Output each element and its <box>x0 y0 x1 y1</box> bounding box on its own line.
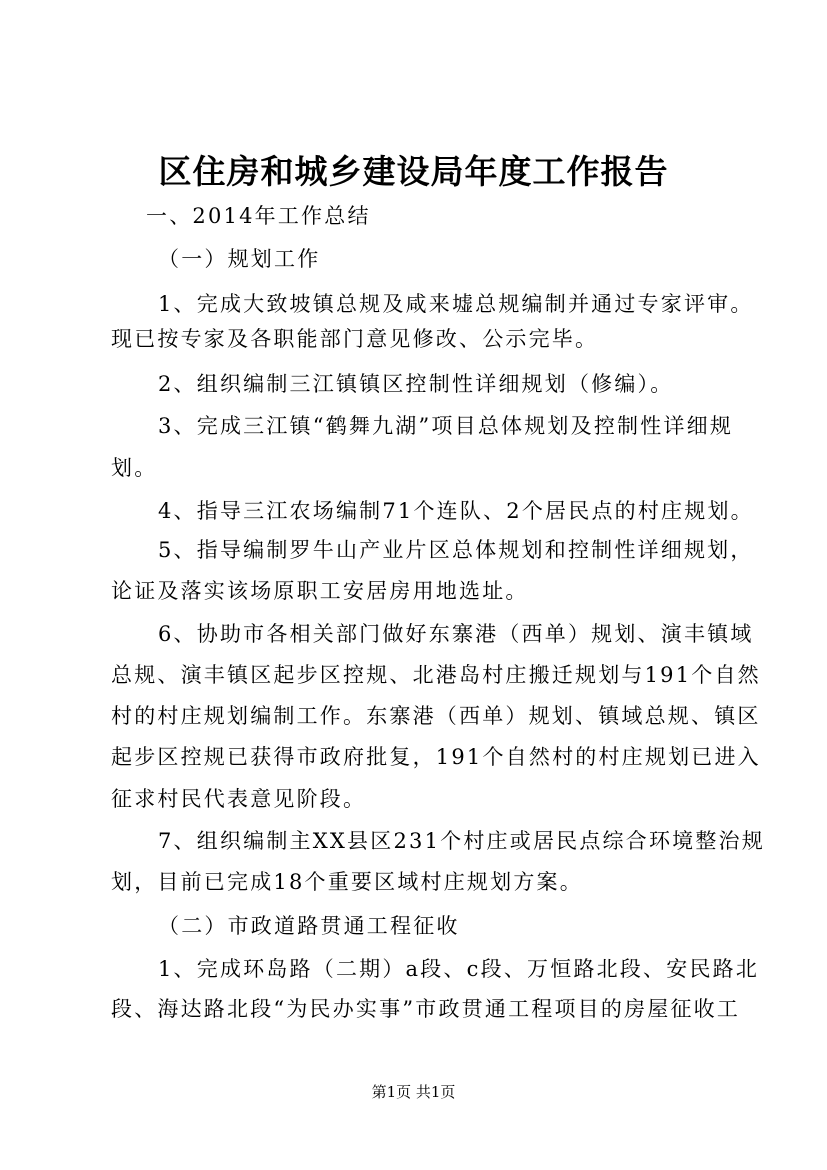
paragraph-line: 总规、演丰镇区起步区控规、北港岛村庄搬迁规划与191个自然 <box>111 663 761 687</box>
paragraph-line: 7、组织编制主XX县区231个村庄或居民点综合环境整治规 <box>158 829 765 853</box>
paragraph-line: 现已按专家及各职能部门意见修改、公示完毕。 <box>111 327 599 351</box>
paragraph-line: 村的村庄规划编制工作。东寨港（西单）规划、镇域总规、镇区 <box>111 704 761 728</box>
document-title: 区住房和城乡建设局年度工作报告 <box>158 152 669 191</box>
paragraph-line: 段、海达路北段“为民办实事”市政贯通工程项目的房屋征收工 <box>111 997 741 1021</box>
paragraph-line: 3、完成三江镇“鹤舞九湖”项目总体规划及控制性详细规 <box>158 414 734 438</box>
paragraph-line: 5、指导编制罗牛山产业片区总体规划和控制性详细规划， <box>158 538 754 562</box>
paragraph-line: 划，目前已完成18个重要区域村庄规划方案。 <box>111 870 583 894</box>
paragraph-line: 论证及落实该场原职工安居房用地选址。 <box>111 579 529 603</box>
paragraph-line: 4、指导三江农场编制71个连队、2个居民点的村庄规划。 <box>158 499 754 523</box>
paragraph-line: 起步区控规已获得市政府批复，191个自然村的村庄规划已进入 <box>111 745 761 769</box>
paragraph-line: 1、完成大致坡镇总规及咸来墟总规编制并通过专家评审。 <box>158 292 754 316</box>
subsection-heading: （一）规划工作 <box>158 247 321 271</box>
paragraph-line: 划。 <box>111 456 158 480</box>
subsection-heading: （二）市政道路贯通工程征收 <box>158 914 460 938</box>
paragraph-line: 2、组织编制三江镇镇区控制性详细规划（修编）。 <box>158 372 674 396</box>
paragraph-line: 6、协助市各相关部门做好东寨港（西单）规划、演丰镇域 <box>158 622 754 646</box>
paragraph-line: 征求村民代表意见阶段。 <box>111 787 367 811</box>
page-footer: 第1页 共1页 <box>371 1083 456 1101</box>
section-heading: 一、2014年工作总结 <box>146 204 371 228</box>
paragraph-line: 1、完成环岛路（二期）a段、c段、万恒路北段、安民路北 <box>158 957 760 981</box>
